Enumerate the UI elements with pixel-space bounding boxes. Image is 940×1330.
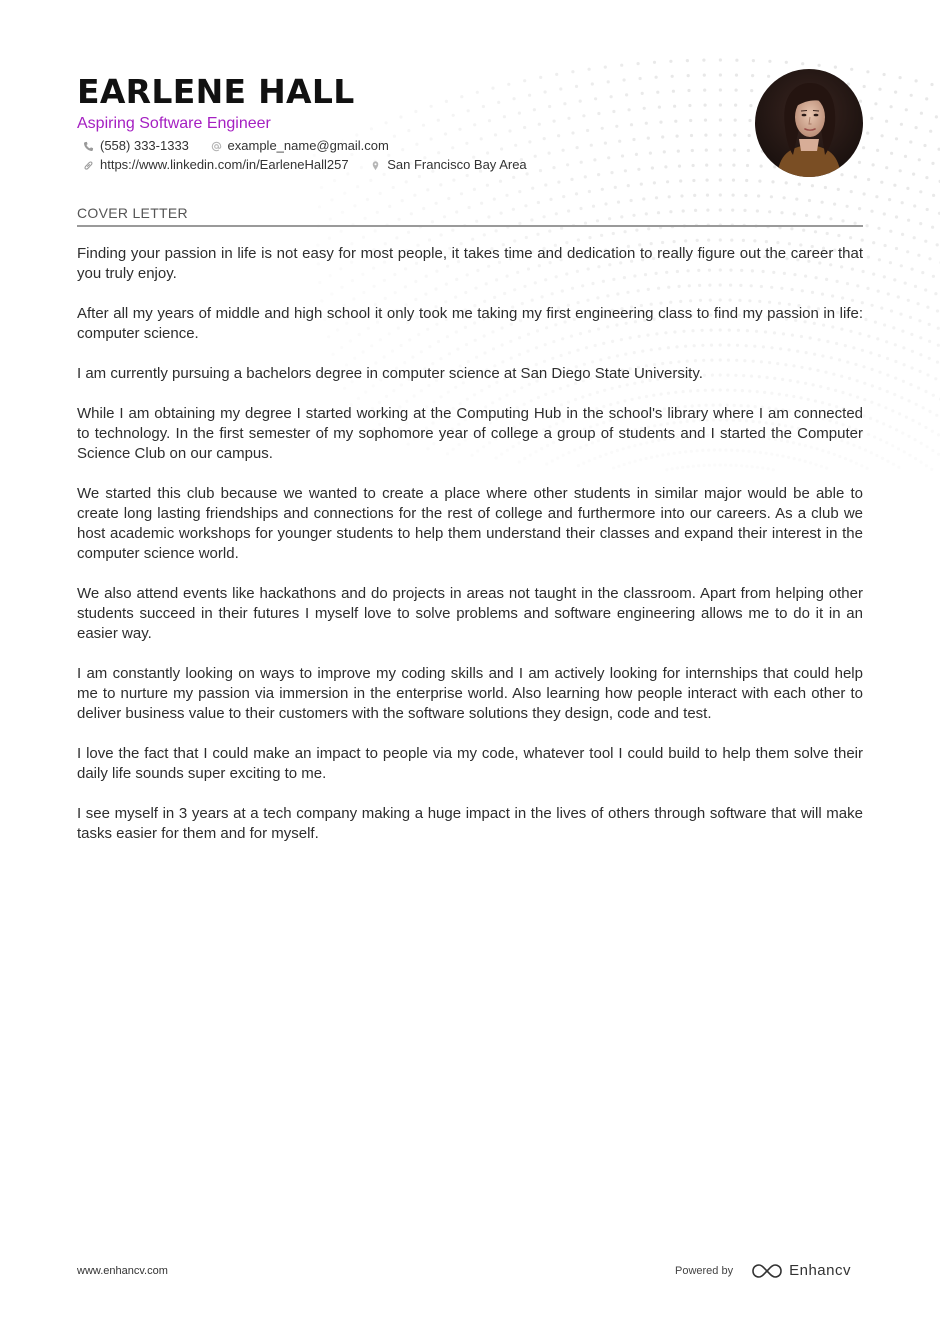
footer-branding [675,1262,851,1279]
candidate-role: Aspiring Software Engineer [77,115,271,132]
candidate-name: EARLENE HALL [77,72,355,111]
contact-email[interactable] [211,138,389,154]
linkedin-link[interactable]: https://www.linkedin.com/in/EarleneHall257 [100,157,349,172]
letter-paragraph: I am constantly looking on ways to improve my coding skills and I am actively looking for internships that could help me to nurture my passion via immersion in the enterprise world. Also learning how people interact with each other to deliver business value to their customers with the software solutions they design, code and test. [77,665,863,722]
letter-paragraph: We started this club because we wanted to create a place where other students in similar major would be able to create long lasting friendships and connections for the rest of college and furthermore into our careers. As a club we host academic workshops for younger students to help them understand their classes and expand their interest in the computer science world. [77,485,863,562]
contact-row-2 [83,157,545,175]
email-link[interactable]: example_name@gmail.com [227,138,389,153]
footer-website-link[interactable]: www.enhancv.com [77,1265,168,1277]
link-icon [83,160,94,171]
contact-linkedin[interactable] [83,157,349,173]
letter-paragraph: After all my years of middle and high school it only took me taking my first engineering class to find my passion in life: computer science. [77,305,863,342]
letter-paragraph: While I am obtaining my degree I started working at the Computing Hub in the school's library where I am connected to technology. In the first semester of my sophomore year of college a group of students and I started the Computer Science Club on our campus. [77,405,863,462]
contact-row-1 [83,138,407,156]
brand-name: Enhancv [789,1262,851,1279]
enhancv-logo-icon [751,1263,783,1279]
powered-by-text: Powered by [675,1264,734,1277]
phone-text: (558) 333-1333 [100,138,189,153]
enhancv-brand[interactable] [751,1262,851,1279]
letter-paragraph: Finding your passion in life is not easy for most people, it takes time and dedication to really figure out the career that you truly enjoy. [77,245,863,282]
section-title-cover-letter: COVER LETTER [77,205,863,227]
contact-phone [83,138,189,154]
letter-paragraph: I am currently pursuing a bachelors degree in computer science at San Diego State University. [77,365,703,382]
at-icon [211,141,222,152]
letter-paragraph: I see myself in 3 years at a tech company making a huge impact in the lives of others through software that will make tasks easier for them and for myself. [77,805,863,842]
contact-location [370,157,526,173]
letter-paragraph: We also attend events like hackathons and do projects in areas not taught in the classroom. Apart from helping other students succeed in their futures I myself love to solve problems and software engineering allows me to do it in an easier way. [77,585,863,642]
location-text: San Francisco Bay Area [387,157,527,172]
phone-icon [83,141,94,152]
location-pin-icon [370,160,381,171]
profile-portrait-image [755,69,863,177]
letter-paragraph: I love the fact that I could make an impact to people via my code, whatever tool I could build to help them solve their daily life sounds super exciting to me. [77,745,863,782]
profile-photo [755,69,863,177]
cover-letter-body [77,244,863,864]
